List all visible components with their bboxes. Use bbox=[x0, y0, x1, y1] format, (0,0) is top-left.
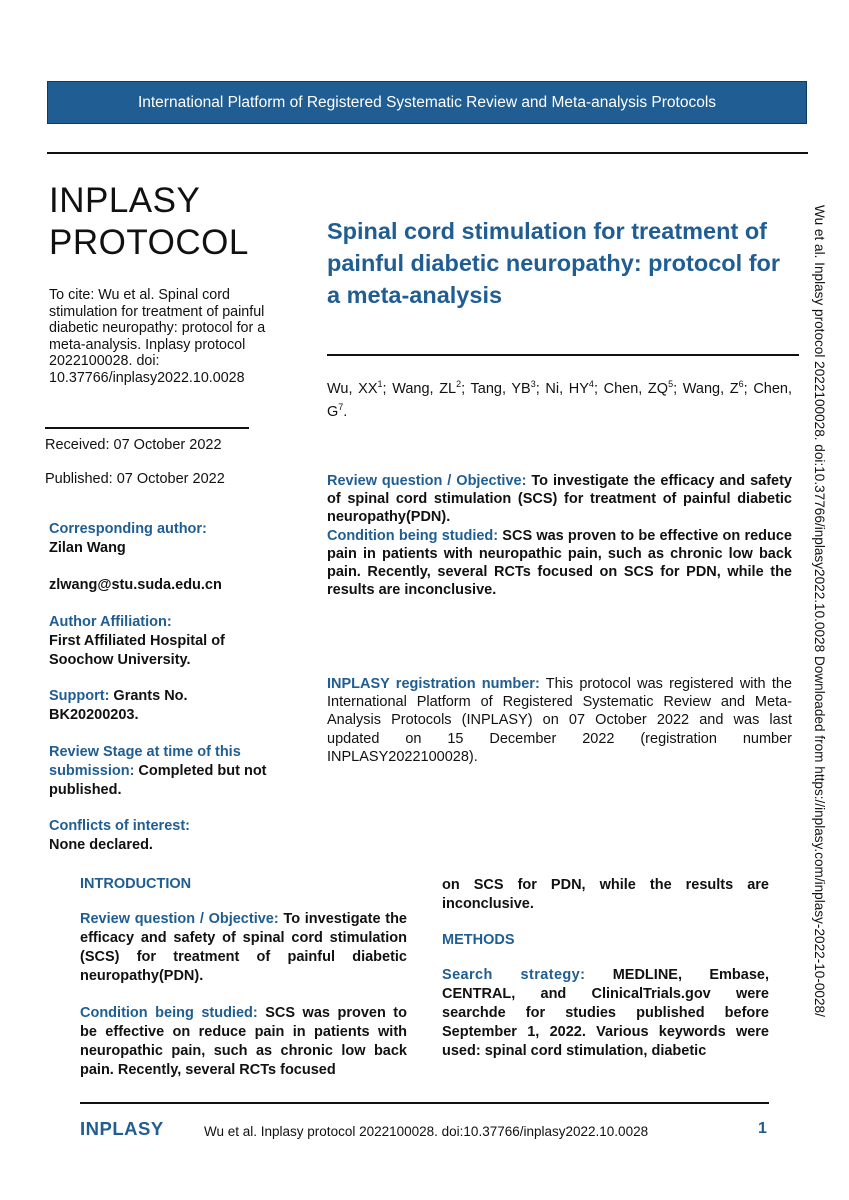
cite-rule bbox=[45, 427, 249, 429]
author: Chen, $G^7$. bbox=[327, 380, 793, 420]
affiliation-label: Author Affiliation: bbox=[49, 614, 172, 630]
author-affiliation bbox=[49, 613, 279, 670]
protocol-title bbox=[49, 180, 249, 264]
support-info bbox=[49, 687, 229, 725]
conflicts-value: None declared. bbox=[49, 837, 153, 853]
author: Ni, $HY^4$; bbox=[545, 379, 604, 397]
condition-continued: on SCS for PDN, while the results are inconclusive. bbox=[442, 877, 769, 912]
footer-logo: INPLASY bbox=[80, 1118, 164, 1139]
abstract-rq-label: Review question / Objective: bbox=[327, 473, 527, 489]
download-watermark: Wu et al. Inplasy protocol 2022100028. doi:10.37766/inplasy2022.10.0028 Downloaded from https://inplasy.com/inplasy-2022-10-0028/ bbox=[812, 205, 827, 1017]
search-strategy bbox=[442, 966, 769, 1061]
registration-block bbox=[327, 675, 792, 766]
email-text: zlwang@stu.suda.edu.cn bbox=[49, 577, 222, 593]
search-text: MEDLINE, Embase, CENTRAL, and ClinicalTrials.gov were searchde for studies published before September 1, 2022. Various keywords were used: spinal cord stimulation, diabetic bbox=[442, 967, 769, 1059]
footer-citation: Wu et al. Inplasy protocol 2022100028. doi:10.37766/inplasy2022.10.0028 bbox=[204, 1124, 649, 1139]
abstract-cond-text: SCS was proven to be effective on reduce pain in patients with neuropathic pain, such as chronic low back pain. Recently, several RCTs focused on SCS for PDN, while the results are inconclusive. bbox=[327, 527, 792, 599]
title-rule bbox=[327, 354, 799, 356]
body-cond-label: Condition being studied: bbox=[80, 1005, 258, 1021]
author: Tang, $YB^3$; bbox=[470, 379, 546, 397]
intro-review-question bbox=[80, 910, 407, 986]
stage-label: Review Stage at time of this submission: bbox=[49, 744, 241, 779]
intro-heading: INTRODUCTION bbox=[80, 876, 192, 892]
support-value: Grants No. BK20200203. bbox=[49, 688, 188, 723]
corresponding-name: Zilan Wang bbox=[49, 540, 126, 556]
page-number: 1 bbox=[758, 1120, 767, 1137]
author: Chen, $ZQ^5$; bbox=[603, 379, 683, 397]
author-email bbox=[49, 576, 279, 595]
support-label: Support: bbox=[49, 688, 110, 704]
received-date: Received: 07 October 2022 bbox=[45, 437, 222, 453]
methods-heading: METHODS bbox=[442, 932, 515, 948]
review-stage bbox=[49, 743, 274, 800]
abstract-block bbox=[327, 472, 792, 599]
registration-label: INPLASY registration number: bbox=[327, 676, 540, 692]
body-rq-text: To investigate the efficacy and safety of spinal cord stimulation (SCS) for treatment of painful diabetic neuropathy(PDN). bbox=[80, 911, 407, 984]
stage-value: Completed but not published. bbox=[49, 763, 267, 798]
intro-condition bbox=[80, 1004, 407, 1080]
citation-text: To cite: Wu et al. Spinal cord stimulation for treatment of painful diabetic neuropathy: protocol for a meta-analysis. Inplasy protocol 2022100028. doi: 10.37766/inplasy2022.10.0028 bbox=[49, 287, 266, 386]
author-list bbox=[327, 375, 792, 421]
banner-text: International Platform of Registered Systematic Review and Meta-analysis Protocols bbox=[137, 93, 717, 111]
protocol-title-line1: INPLASY bbox=[49, 181, 201, 220]
platform-banner bbox=[47, 81, 807, 124]
corresponding-author bbox=[49, 520, 279, 558]
conflicts-label: Conflicts of interest: bbox=[49, 818, 190, 834]
abstract-rq-text: To investigate the efficacy and safety of spinal cord stimulation (SCS) for treatment of painful diabetic neuropathy(PDN). bbox=[327, 473, 792, 526]
protocol-title-line2: PROTOCOL bbox=[49, 223, 249, 262]
article-title: Spinal cord stimulation for treatment of painful diabetic neuropathy: protocol for a meta-analysis bbox=[327, 218, 781, 308]
author: Wu, $XX^1$; bbox=[327, 379, 393, 397]
header-rule bbox=[47, 152, 808, 154]
footer-rule bbox=[80, 1102, 769, 1104]
search-label: Search strategy: bbox=[442, 967, 586, 983]
author: Wang, $Z^6$; bbox=[682, 379, 754, 397]
body-rq-label: Review question / Objective: bbox=[80, 911, 279, 927]
author: Wang, $ZL^2$; bbox=[392, 379, 471, 397]
affiliation-value: First Affiliated Hospital of Soochow University. bbox=[49, 633, 225, 668]
abstract-cond-label: Condition being studied: bbox=[327, 527, 499, 544]
corresponding-label: Corresponding author: bbox=[49, 521, 207, 537]
registration-text: This protocol was registered with the International Platform of Registered Systematic Review and Meta-Analysis Protocols (INPLASY) on 07 October 2022 and was last updated on 15 December 2022 (registration number INPLASY2022100028). bbox=[327, 676, 792, 765]
published-date: Published: 07 October 2022 bbox=[45, 471, 225, 487]
body-cond-text: SCS was proven to be effective on reduce pain in patients with neuropathic pain, such as chronic low back pain. Recently, several RCTs focused bbox=[80, 1005, 407, 1078]
conflicts-of-interest bbox=[49, 817, 279, 855]
